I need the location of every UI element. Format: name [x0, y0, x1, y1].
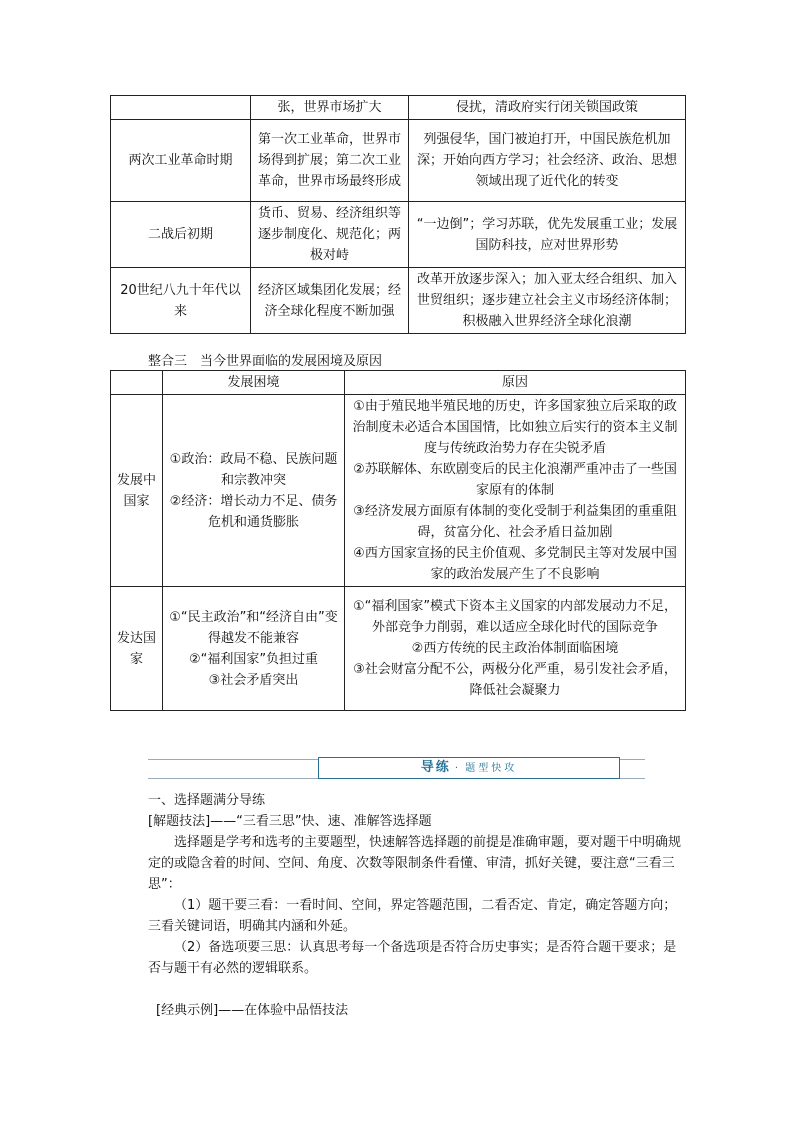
reason-item: ①“福利国家”模式下资本主义国家的内部发展动力不足，外部竞争力削弱，难以适应全球化时代的国际竞争 [352, 599, 678, 635]
group-cell: 发展中国家 [111, 395, 163, 587]
china-cell: 改革开放逐步深入；加入亚太经合组织、加入世贸组织；逐步建立社会主义市场经济体制；积极融入世界经济全球化浪潮 [409, 268, 686, 334]
table-caption: 整合三 当今世界面临的发展困境及原因 [148, 354, 383, 369]
dilemma-item: ③社会矛盾突出 [208, 672, 299, 688]
banner-main: 导练 [420, 760, 451, 775]
paragraph: （2）备选项要三思：认真思考每一个备选项是否符合历史事实；是否符合题干要求；是否与题干有必然的逻辑联系。 [148, 940, 677, 976]
reason-item: ③经济发展方面原有体制的变化受制于利益集团的重重阻碍，贫富分化、社会矛盾日益加剧 [353, 504, 677, 540]
header-reason: 原因 [345, 371, 686, 395]
world-cell: 张，世界市场扩大 [251, 96, 409, 120]
reason-item: ②西方传统的民主政治体制面临困境 [411, 641, 619, 656]
header-blank [111, 371, 163, 395]
header-dilemma: 发展困境 [163, 371, 345, 395]
world-cell: 经济区域集团化发展；经济全球化程度不断加强 [251, 268, 409, 334]
reason-item: ①由于殖民地半殖民地的历史，许多国家独立后采取的政治制度未必适合本国国情，比如独立后实行的资本主义制度与传统政治势力存在尖锐矛盾 [352, 399, 678, 456]
table-row [111, 587, 686, 711]
table-world-market-china [110, 95, 686, 334]
table-development-dilemmas [110, 370, 686, 711]
banner-tab [318, 757, 620, 779]
dilemma-item: ②经济：增长动力不足、债务危机和通货膨胀 [169, 493, 338, 530]
reason-cell [345, 395, 686, 587]
period-cell [111, 96, 251, 120]
dilemma-item: ①“民主政治”和“经济自由”变得越发不能兼容 [169, 609, 338, 646]
world-cell: 第一次工业革命，世界市场得到扩展；第二次工业革命，世界市场最终形成 [251, 120, 409, 202]
china-cell: 列强侵华，国门被迫打开，中国民族危机加深；开始向西方学习；社会经济、政治、思想领域出现了近代化的转变 [409, 120, 686, 202]
period-cell: 两次工业革命时期 [111, 120, 251, 202]
paragraph: 选择题是学考和选考的主要题型，快速解答选择题的前提是准确审题，要对题干中明确规定的或隐含着的时间、空间、角度、次数等限制条件看懂、审清，抓好关键，要注意“三看三思”： [148, 835, 682, 892]
example-title: [经典示例]——在体验中品悟技法 [156, 1003, 349, 1018]
china-cell: “一边倒”；学习苏联，优先发展重工业；发展国防科技，应对世界形势 [409, 202, 686, 268]
reason-item: ③社会财富分配不公，两极分化严重，易引发社会矛盾，降低社会凝聚力 [353, 662, 677, 698]
dilemma-item: ②“福利国家”负担过重 [188, 651, 319, 667]
period-cell: 20世纪八九十年代以来 [111, 268, 251, 334]
table-row [111, 120, 686, 202]
table-row [111, 202, 686, 268]
world-cell: 货币、贸易、经济组织等逐步制度化、规范化；两极对峙 [251, 202, 409, 268]
table-row [111, 96, 686, 120]
section-banner [148, 754, 645, 780]
group-cell: 发达国家 [111, 587, 163, 711]
dilemma-cell [163, 587, 345, 711]
reason-item: ④西方国家宣扬的民主价值观、多党制民主等对发展中国家的政治发展产生了不良影响 [353, 546, 677, 582]
paragraph: （1）题干要三看：一看时间、空间，界定答题范围，二看否定、肯定，确定答题方向；三看关键词语，明确其内涵和外延。 [148, 898, 677, 934]
reason-cell [345, 587, 686, 711]
banner-dot: · [454, 763, 462, 774]
table-row [111, 268, 686, 334]
reason-item: ②苏联解体、东欧剧变后的民主化浪潮严重冲击了一些国家原有的体制 [353, 462, 677, 498]
practice-heading: 一、选择题满分导练 [148, 793, 266, 808]
period-cell: 二战后初期 [111, 202, 251, 268]
method-title: [解题技法]——“三看三思”快、速、准解答选择题 [148, 814, 432, 829]
dilemma-item: ①政治：政局不稳、民族问题和宗教冲突 [169, 451, 338, 488]
table-header-row [111, 371, 686, 395]
banner-sub: 题型快攻 [465, 763, 518, 774]
table-row [111, 395, 686, 587]
china-cell: 侵扰，清政府实行闭关锁国政策 [409, 96, 686, 120]
dilemma-cell [163, 395, 345, 587]
